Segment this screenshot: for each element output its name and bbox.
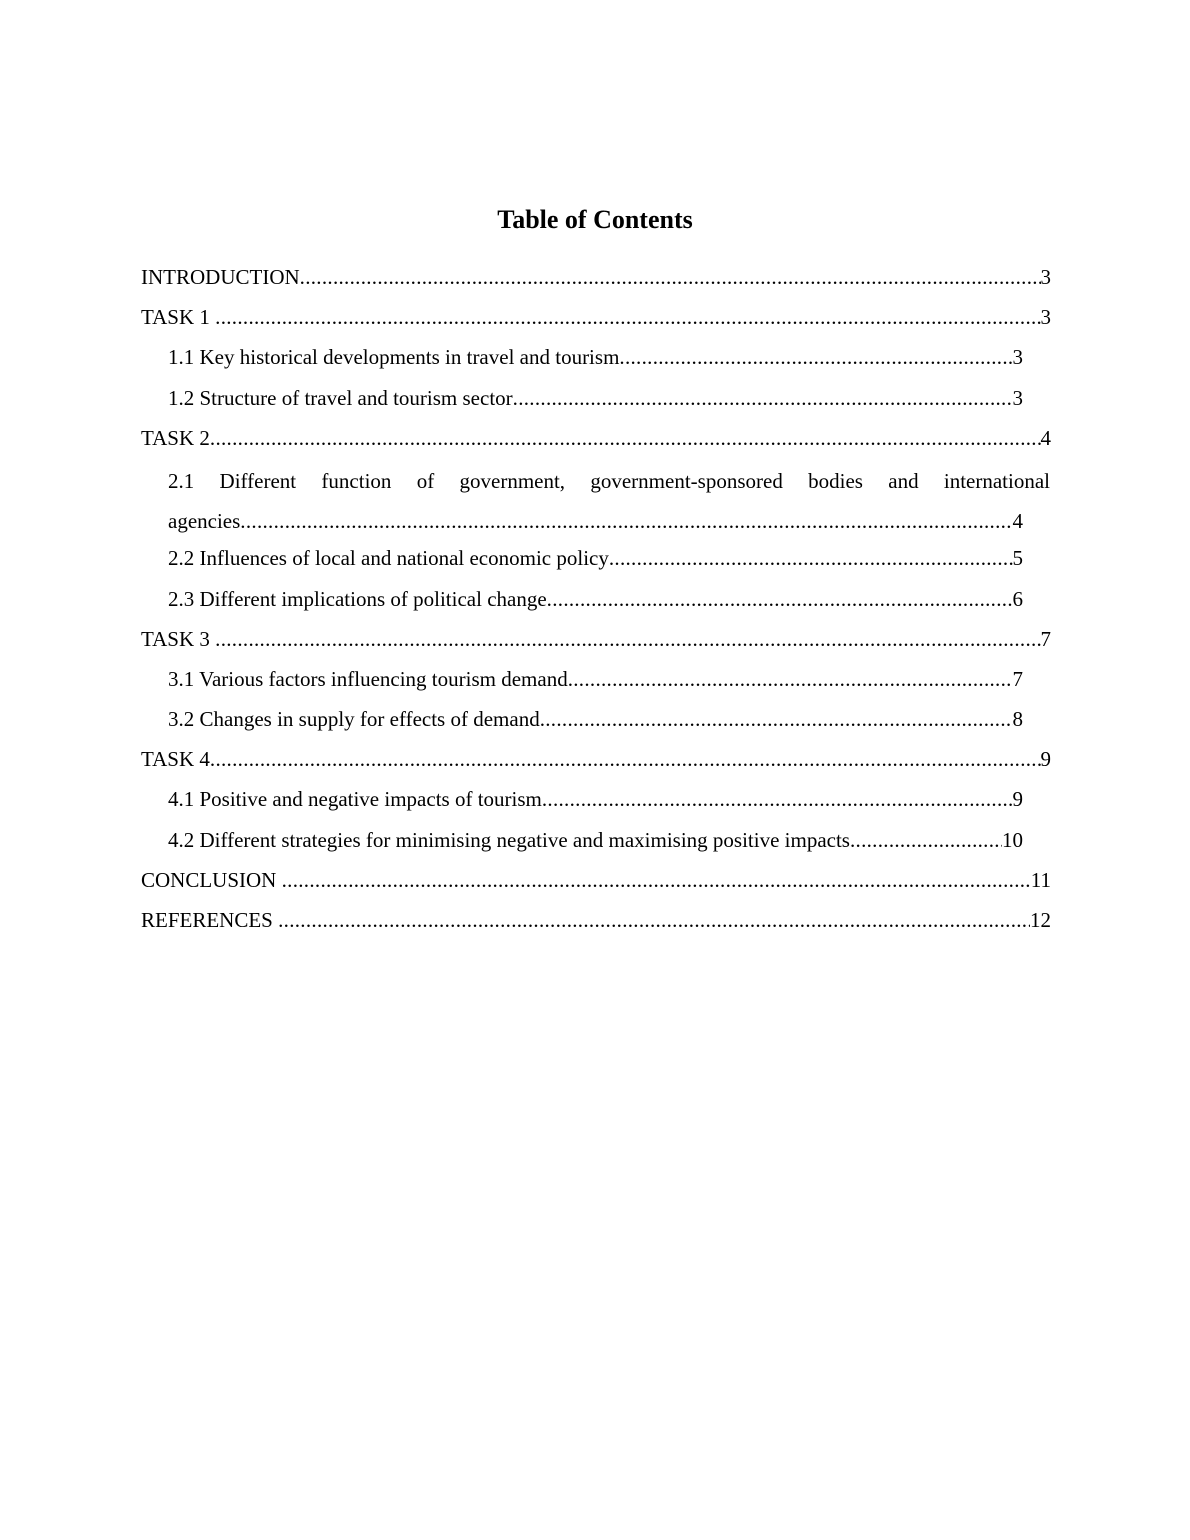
dot-leader: [210, 421, 1041, 455]
dot-leader: [215, 300, 1040, 334]
toc-entry-text: 4.1 Positive and negative impacts of tourism: [168, 787, 542, 812]
toc-entry-task-1[interactable]: [141, 300, 1051, 340]
toc-entry-conclusion[interactable]: [141, 863, 1051, 903]
dot-leader: [540, 702, 1013, 736]
toc-entry-4-1[interactable]: [168, 782, 1023, 822]
toc-page-number: 6: [1012, 586, 1023, 611]
toc-entry-2-3[interactable]: [168, 582, 1023, 622]
dot-leader: [282, 863, 1031, 897]
toc-page-number: 10: [1002, 827, 1023, 852]
toc-page-number: 7: [1012, 666, 1023, 691]
toc-entry-task-4[interactable]: [141, 742, 1051, 782]
toc-entry-3-2[interactable]: [168, 702, 1023, 742]
toc-entry-1-1[interactable]: [168, 340, 1023, 380]
toc-entry-text: TASK 1: [141, 305, 216, 330]
toc-page-number: 9: [1012, 787, 1023, 812]
toc-entry-references[interactable]: [141, 903, 1051, 943]
toc-entry-text: 1.2 Structure of travel and tourism sector: [168, 385, 513, 410]
dot-leader: [513, 381, 1013, 415]
toc-page-number: 9: [1040, 747, 1051, 772]
dot-leader: [300, 260, 1041, 294]
toc-page-number: 4: [1012, 509, 1023, 534]
toc-entry-text: TASK 4: [141, 747, 210, 772]
dot-leader: [210, 742, 1041, 776]
toc-page-number: 3: [1012, 345, 1023, 370]
dot-leader: [850, 823, 1002, 857]
toc-entry-text: TASK 3: [141, 626, 216, 651]
toc-entry-task-3[interactable]: [141, 622, 1051, 662]
dot-leader: [547, 582, 1013, 616]
toc-page-number: 3: [1040, 265, 1051, 289]
toc-entry-text: 3.2 Changes in supply for effects of demand: [168, 707, 540, 732]
toc-entry-task-2[interactable]: [141, 421, 1051, 461]
toc-entry-text: TASK 2: [141, 425, 210, 450]
dot-leader: [278, 903, 1030, 937]
toc-page-number: 4: [1040, 425, 1051, 450]
dot-leader: [542, 782, 1013, 816]
toc-entry-3-1[interactable]: [168, 662, 1023, 702]
toc-page-number: 11: [1030, 867, 1051, 892]
toc-entry-continuation: [168, 501, 1023, 541]
toc-entry-2-1[interactable]: [168, 461, 1050, 541]
toc-entry-text: 2.2 Influences of local and national economic policy: [168, 546, 609, 571]
toc-entry-2-2[interactable]: [168, 541, 1023, 581]
toc-entry-text: 3.1 Various factors influencing tourism demand: [168, 666, 568, 691]
toc-entry-text: 2.3 Different implications of political change: [168, 586, 547, 611]
toc-entry-introduction[interactable]: [141, 260, 1051, 300]
toc-page-number: 7: [1040, 626, 1051, 651]
toc-entry-1-2[interactable]: [168, 381, 1023, 421]
dot-leader: [619, 340, 1012, 374]
toc-entry-text: INTRODUCTION: [141, 265, 300, 289]
toc-entry-text: 4.2 Different strategies for minimising negative and maximising positive impacts: [168, 827, 850, 852]
dot-leader: [215, 622, 1040, 656]
toc-entry-text: REFERENCES: [141, 908, 279, 933]
dot-leader: [568, 662, 1013, 696]
toc-entry-text: CONCLUSION: [141, 867, 282, 892]
table-of-contents: [141, 260, 1051, 943]
toc-page-number: 8: [1012, 707, 1023, 732]
dot-leader: [609, 541, 1013, 575]
toc-entry-text: 2.1 Different function of government, government-sponsored bodies and international: [168, 468, 1050, 493]
toc-page-number: 5: [1012, 546, 1023, 571]
toc-page-number: 12: [1030, 908, 1051, 933]
toc-title: Table of Contents: [497, 205, 693, 234]
toc-entry-4-2[interactable]: [168, 823, 1023, 863]
dot-leader: [240, 501, 1012, 541]
toc-page-number: 3: [1012, 385, 1023, 410]
toc-entry-text: 1.1 Key historical developments in travel and tourism: [168, 345, 620, 370]
toc-page-number: 3: [1040, 305, 1051, 330]
toc-entry-text-continued: agencies: [168, 509, 241, 534]
